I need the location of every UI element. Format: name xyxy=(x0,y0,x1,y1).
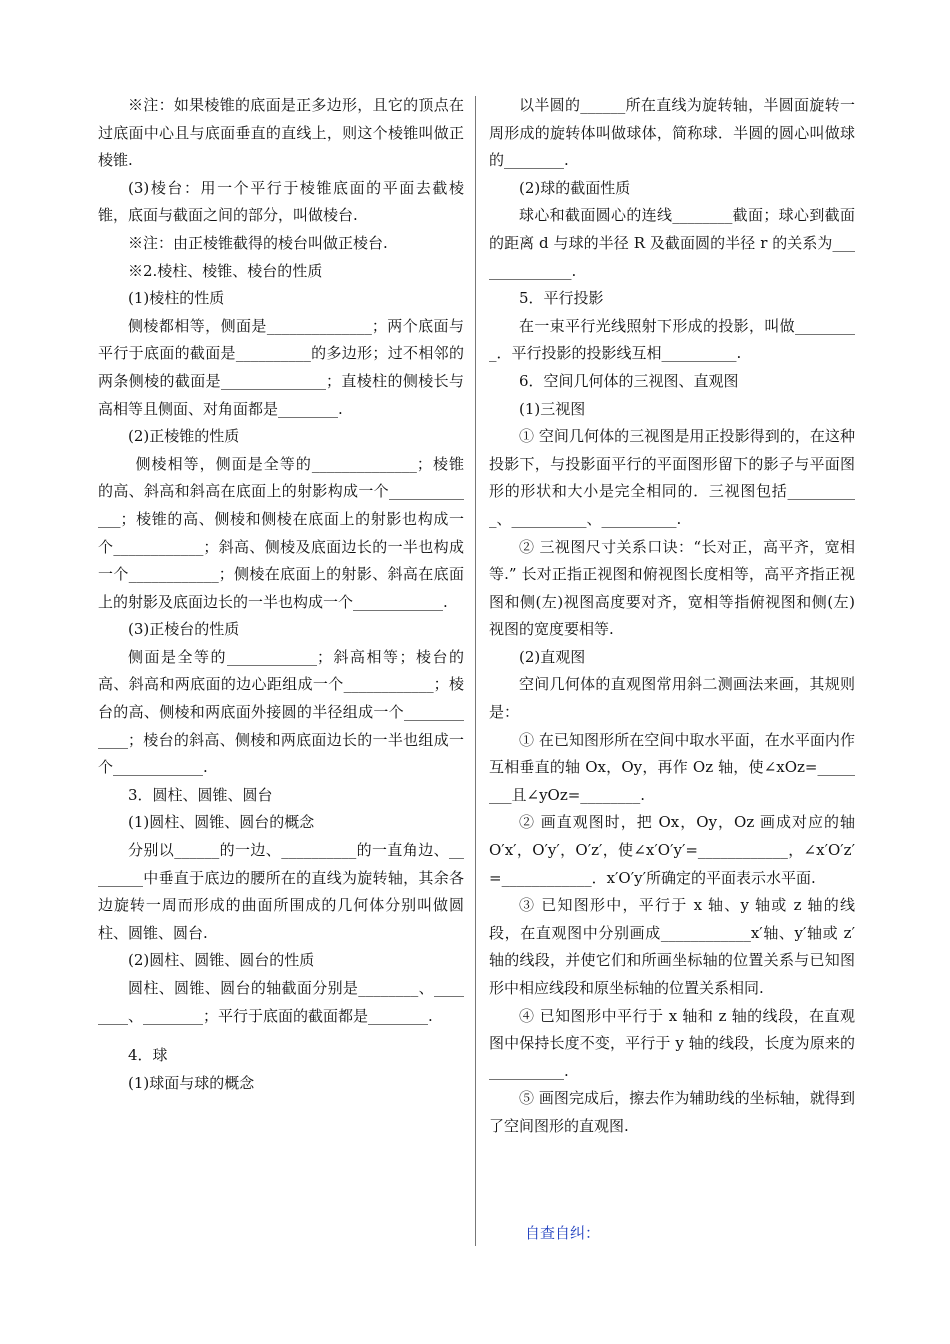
paragraph: 侧棱相等，侧面是全等的______________；棱锥的高、斜高和斜高在底面上的射影构成一个_____________；棱锥的高、侧棱和侧棱在底面上的射影也构成一个____________；斜高、侧棱及底面边长的一半也构成一个____________；侧棱在底面上的射影、斜高在底面上的射影及底面边长的一半也构成一个____________. xyxy=(98,454,464,611)
paragraph: 以半圆的______所在直线为旋转轴，半圆面旋转一周形成的旋转体叫做球体，简称球．半圆的圆心叫做球的________. xyxy=(489,96,855,170)
paragraph: (2)球的截面性质 xyxy=(519,178,631,197)
paragraph: ④ 已知图形中平行于 x 轴和 z 轴的线段，在直观图中保持长度不变，平行于 y 轴的线段，长度为原来的__________. xyxy=(489,1006,855,1080)
paragraph: 5．平行投影 xyxy=(519,289,604,308)
paragraph: 6．空间几何体的三视图、直观图 xyxy=(519,371,739,390)
paragraph: ② 画直观图时，把 Ox，Oy，Oz 画成对应的轴 O′x′，O′y′，O′z′，使∠x′O′y′=____________，∠x′O′z′=____________．x′O′y′所确定的平面表示水平面. xyxy=(489,813,855,887)
paragraph: ⑤ 画图完成后，擦去作为辅助线的坐标轴，就得到了空间图形的直观图. xyxy=(489,1089,855,1135)
right-column xyxy=(489,92,855,1141)
paragraph: 3．圆柱、圆锥、圆台 xyxy=(128,785,273,804)
column-divider xyxy=(475,96,476,1246)
paragraph: ※2.棱柱、棱锥、棱台的性质 xyxy=(128,261,323,280)
paragraph: 在一束平行光线照射下形成的投影，叫做_________．平行投影的投影线互相__________. xyxy=(489,316,855,363)
paragraph: 圆柱、圆锥、圆台的轴截面分别是________、________、________；平行于底面的截面都是________. xyxy=(98,979,464,1025)
self-check-heading: 自查自纠： xyxy=(525,1224,601,1242)
paragraph: (3)正棱台的性质 xyxy=(128,620,240,639)
paragraph: (2)圆柱、圆锥、圆台的性质 xyxy=(128,951,315,970)
paragraph: 侧棱都相等，侧面是______________；两个底面与平行于底面的截面是__________的多边形；过不相邻的两条侧棱的截面是______________；直棱柱的侧棱长与高相等且侧面、对角面都是________. xyxy=(98,316,464,418)
paragraph: (1)棱柱的性质 xyxy=(128,289,225,308)
paragraph: ① 在已知图形所在空间中取水平面，在水平面内作互相垂直的轴 Ox，Oy，再作 Oz 轴，使∠xOz=________且∠yOz=________. xyxy=(489,730,855,804)
paragraph: (3)棱台：用一个平行于棱锥底面的平面去截棱锥，底面与截面之间的部分，叫做棱台. xyxy=(98,178,464,225)
paragraph: 球心和截面圆心的连线________截面；球心到截面的距离 d 与球的半径 R 及截面圆的半径 r 的关系为______________. xyxy=(489,206,855,280)
paragraph: ③ 已知图形中，平行于 x 轴、y 轴或 z 轴的线段，在直观图中分别画成____________x′轴、y′轴或 z′轴的线段，并使它们和所画坐标轴的位置关系与已知图形中相应线段和原坐标轴的位置关系相同. xyxy=(489,896,855,997)
paragraph: ② 三视图尺寸关系口诀：“长对正，高平齐，宽相等.” 长对正指正视图和俯视图长度相等，高平齐指正视图和侧(左)视图高度要对齐，宽相等指俯视图和侧(左)视图的宽度要相等. xyxy=(489,537,855,639)
paragraph: 空间几何体的直观图常用斜二测画法来画，其规则是： xyxy=(489,675,855,722)
paragraph: (1)球面与球的概念 xyxy=(128,1073,255,1092)
paragraph: (1)圆柱、圆锥、圆台的概念 xyxy=(128,813,315,832)
paragraph: (2)直观图 xyxy=(519,647,586,666)
paragraph: ※注：由正棱锥截得的棱台叫做正棱台. xyxy=(128,233,388,252)
left-column xyxy=(98,92,464,1097)
paragraph: ① 空间几何体的三视图是用正投影得到的，在这种投影下，与投影面平行的平面图形留下的影子与平面图形的形状和大小是完全相同的．三视图包括__________、__________、__________. xyxy=(489,427,855,528)
paragraph: (1)三视图 xyxy=(519,399,586,418)
paragraph: 分别以______的一边、__________的一直角边、________中垂直于底边的腰所在的直线为旋转轴，其余各边旋转一周而形成的曲面所围成的几何体分别叫做圆柱、圆锥、圆台. xyxy=(98,841,464,942)
paragraph: ※注：如果棱锥的底面是正多边形，且它的顶点在过底面中心且与底面垂直的直线上，则这个棱锥叫做正棱锥. xyxy=(98,96,464,170)
paragraph: 4．球 xyxy=(128,1046,168,1065)
paragraph: (2)正棱锥的性质 xyxy=(128,427,240,446)
paragraph: 侧面是全等的____________；斜高相等；棱台的高、斜高和两底面的边心距组成一个____________；棱台的高、侧棱和两底面外接圆的半径组成一个____________；棱台的斜高、侧棱和两底面边长的一半也组成一个____________. xyxy=(98,647,464,777)
